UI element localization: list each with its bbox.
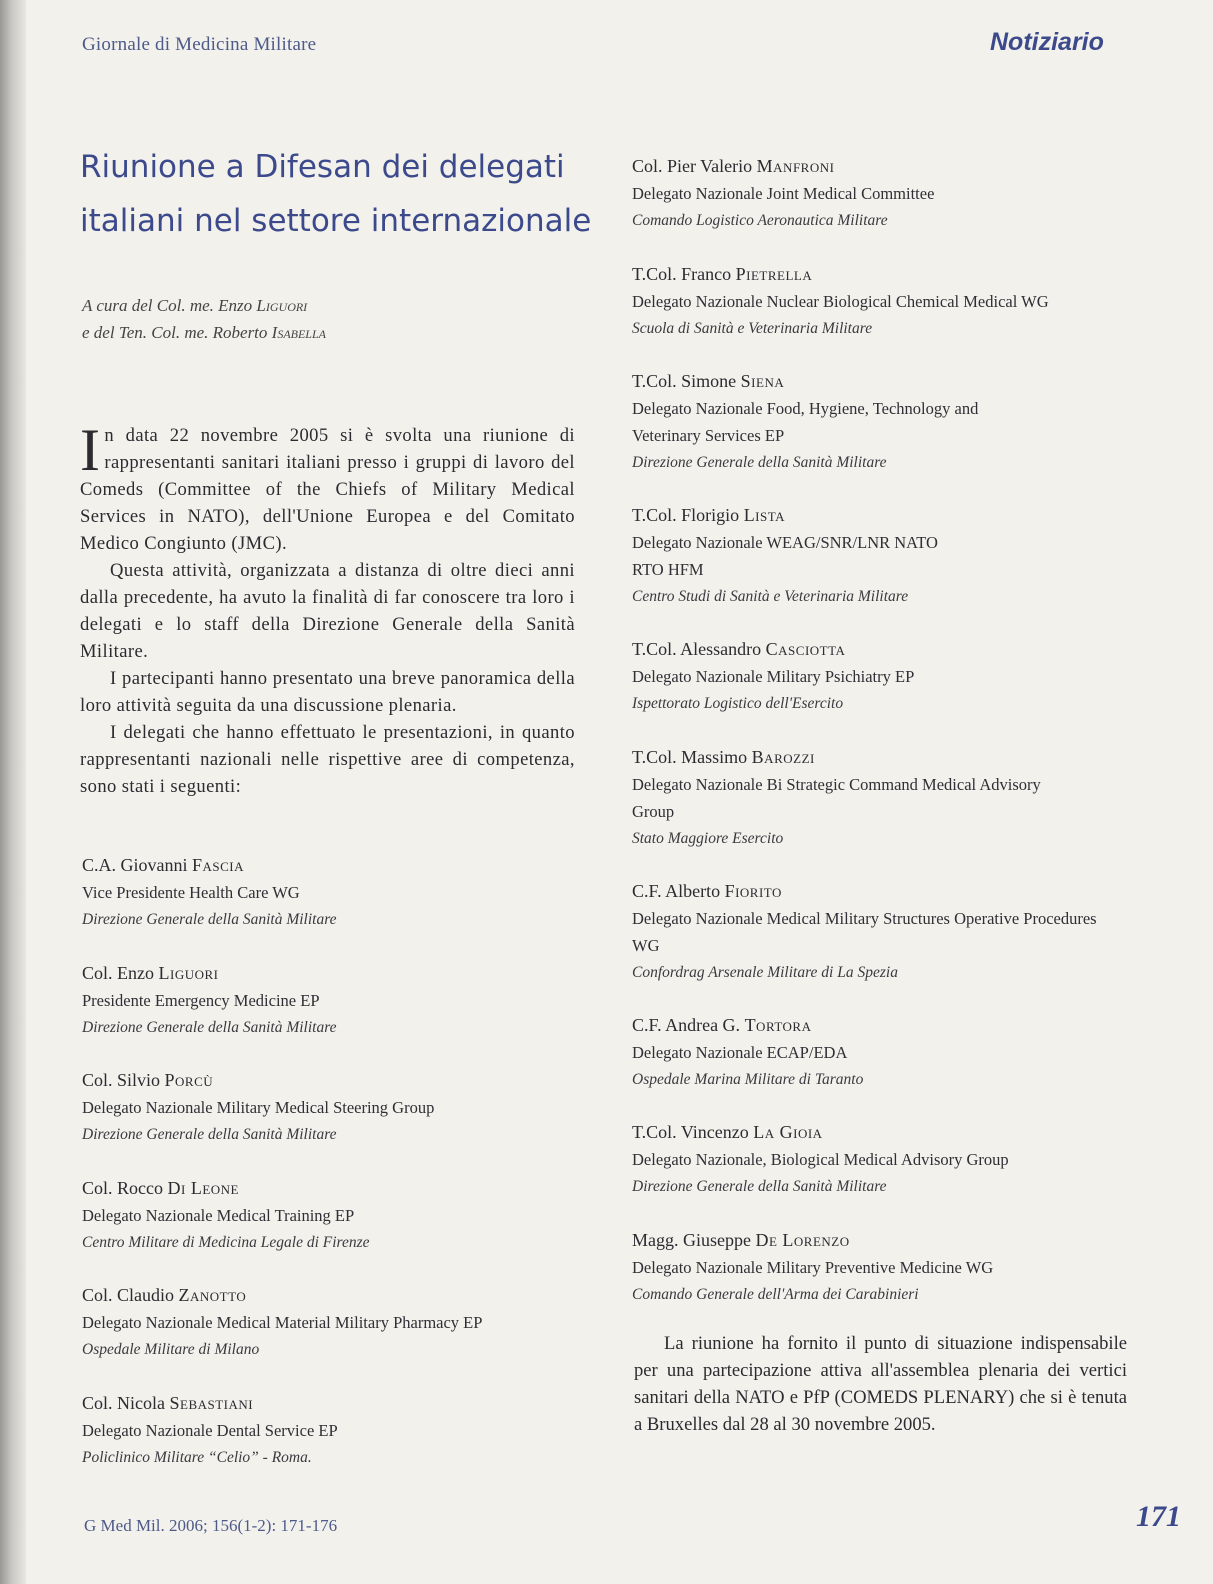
delegate-entry: [82, 852, 582, 960]
delegate-institution: Centro Studi di Sanità e Veterinaria Militare: [632, 588, 909, 605]
delegate-institution: Stato Maggiore Esercito: [632, 829, 784, 847]
delegate-name: Magg. Giuseppe De Lorenzo: [632, 1229, 850, 1250]
article-body: [80, 417, 575, 800]
delegate-role: Vice Presidente Health Care WG: [82, 883, 300, 902]
delegate-institution: Centro Militare di Medicina Legale di Firenze: [82, 1233, 370, 1251]
delegate-role: Delegato Nazionale Military Medical Steering Group: [82, 1098, 435, 1117]
delegate-role: Delegato Nazionale Medical Training EP: [82, 1205, 355, 1225]
delegate-name: T.Col. Vincenzo La Gioia: [632, 1122, 823, 1142]
delegate-institution: Policlinico Militare “Celio” - Roma.: [82, 1448, 312, 1466]
delegate-institution: Direzione Generale della Sanità Militare: [82, 1018, 337, 1036]
delegate-institution: Direzione Generale della Sanità Militare: [82, 1126, 337, 1143]
page-number: 171: [1136, 1500, 1181, 1533]
delegate-role: Delegato Nazionale WEAG/SNR/LNR NATO RTO HFM: [632, 533, 938, 579]
delegate-role: Delegato Nazionale Bi Strategic Command Medical Advisory Group: [632, 774, 1041, 821]
delegate-role: Delegato Nazionale Joint Medical Committee: [632, 184, 935, 203]
delegate-entry: [82, 1175, 582, 1283]
delegate-entry: [632, 502, 1152, 636]
author-surname: Isabella: [271, 323, 326, 342]
delegate-name: Col. Pier Valerio Manfroni: [632, 156, 835, 176]
delegate-entry: [632, 153, 1152, 261]
delegate-institution: Comando Logistico Aeronautica Militare: [632, 212, 888, 229]
delegate-institution: Ispettorato Logistico dell'Esercito: [632, 695, 844, 712]
delegate-list-left: [82, 852, 582, 1497]
delegate-entry: [82, 1067, 582, 1175]
delegate-entry: [632, 1119, 1152, 1227]
author-surname: Liguori: [256, 296, 308, 315]
delegate-list-right: [632, 153, 1152, 1334]
delegate-name: T.Col. Simone Siena: [632, 371, 785, 391]
delegate-entry: [82, 1282, 582, 1390]
delegate-institution: Direzione Generale della Sanità Militare: [82, 911, 337, 928]
drop-cap: I: [80, 417, 101, 483]
delegate-institution: Direzione Generale della Sanità Militare: [632, 1178, 887, 1195]
delegate-entry: [632, 368, 1152, 502]
author-line-2: e del Ten. Col. me. Roberto Isabella: [82, 323, 326, 342]
author-line-1: A cura del Col. me. Enzo Liguori: [82, 296, 308, 315]
delegate-role: Delegato Nazionale Food, Hygiene, Technology and Veterinary Services EP: [632, 399, 979, 445]
delegate-name: Col. Rocco Di Leone: [82, 1177, 239, 1198]
delegate-name: C.F. Alberto Fiorito: [632, 880, 782, 901]
delegate-role: Delegato Nazionale Military Preventive Medicine WG: [632, 1257, 994, 1277]
delegate-role: Delegato Nazionale, Biological Medical Advisory Group: [632, 1150, 1009, 1169]
delegate-name: T.Col. Florigio Lista: [632, 505, 786, 525]
article-title: [80, 140, 600, 248]
delegate-name: C.F. Andrea G. Tortora: [632, 1014, 812, 1035]
delegate-entry: [82, 960, 582, 1068]
section-running-head: Notiziario: [990, 28, 1104, 56]
page-binding-edge: [0, 0, 26, 1584]
delegate-role: Presidente Emergency Medicine EP: [82, 990, 320, 1010]
delegate-entry: [82, 1390, 582, 1498]
body-paragraph: In data 22 novembre 2005 si è svolta una riunione di rappresentanti sanitari italiani presso i gruppi di lavoro del Comeds (Committee of the Chiefs of Military Medical Services in NATO), dell'Unione Europea e del Comitato Medico Congiunto (JMC).: [80, 417, 575, 554]
body-paragraph: I delegati che hanno effettuato le presentazioni, in quanto rappresentanti nazionali nelle rispettive aree di competenza, sono stati i seguenti:: [80, 722, 575, 797]
delegate-entry: [632, 1227, 1152, 1335]
article-title-line-2: italiani nel settore internazionale: [80, 203, 592, 239]
delegate-institution: Ospedale Militare di Milano: [82, 1341, 260, 1358]
body-paragraph: I partecipanti hanno presentato una breve panoramica della loro attività seguita da una discussione plenaria.: [80, 668, 575, 716]
delegate-name: T.Col. Franco Pietrella: [632, 263, 813, 284]
delegate-name: Col. Claudio Zanotto: [82, 1285, 247, 1305]
delegate-entry: [632, 878, 1152, 1012]
delegate-entry: [632, 744, 1152, 878]
closing-paragraph: La riunione ha fornito il punto di situazione indispensabile per una partecipazione attiva all'assemblea plenaria dei vertici sanitari della NATO e PfP (COMEDS PLENARY) che si è tenuta a Bruxelles dal 28 al 30 novembre 2005.: [634, 1333, 1127, 1435]
delegate-entry: [632, 1012, 1152, 1120]
delegate-role: Delegato Nazionale Medical Material Military Pharmacy EP: [82, 1313, 483, 1332]
article-authors: [82, 292, 326, 346]
delegate-institution: Comando Generale dell'Arma dei Carabinieri: [632, 1285, 919, 1303]
delegate-name: Col. Nicola Sebastiani: [82, 1392, 254, 1413]
delegate-name: T.Col. Massimo Barozzi: [632, 746, 815, 767]
delegate-entry: [632, 636, 1152, 744]
article-title-line-1: Riunione a Difesan dei delegati: [80, 149, 565, 185]
delegate-institution: Ospedale Marina Militare di Taranto: [632, 1070, 864, 1088]
delegate-institution: Direzione Generale della Sanità Militare: [632, 454, 887, 471]
delegate-entry: [632, 261, 1152, 369]
delegate-name: T.Col. Alessandro Casciotta: [632, 639, 846, 659]
delegate-role: Delegato Nazionale ECAP/EDA: [632, 1042, 848, 1062]
delegate-role: Delegato Nazionale Medical Military Structures Operative Procedures WG: [632, 908, 1097, 955]
delegate-institution: Confordrag Arsenale Militare di La Spezia: [632, 963, 898, 981]
journal-running-head: Giornale di Medicina Militare: [82, 34, 317, 55]
citation-footer: G Med Mil. 2006; 156(1-2): 171-176: [84, 1516, 338, 1535]
delegate-role: Delegato Nazionale Nuclear Biological Chemical Medical WG: [632, 291, 1049, 311]
delegate-role: Delegato Nazionale Military Psichiatry EP: [632, 667, 915, 686]
body-paragraph: Questa attività, organizzata a distanza di oltre dieci anni dalla precedente, ha avuto la finalità di far conoscere tra loro i delegati e lo staff della Direzione Generale della Sanità Militare.: [80, 560, 575, 662]
delegate-role: Delegato Nazionale Dental Service EP: [82, 1420, 338, 1440]
delegate-name: Col. Enzo Liguori: [82, 962, 219, 983]
delegate-institution: Scuola di Sanità e Veterinaria Militare: [632, 319, 873, 337]
delegate-name: C.A. Giovanni Fascia: [82, 855, 245, 875]
delegate-name: Col. Silvio Porcù: [82, 1070, 214, 1090]
